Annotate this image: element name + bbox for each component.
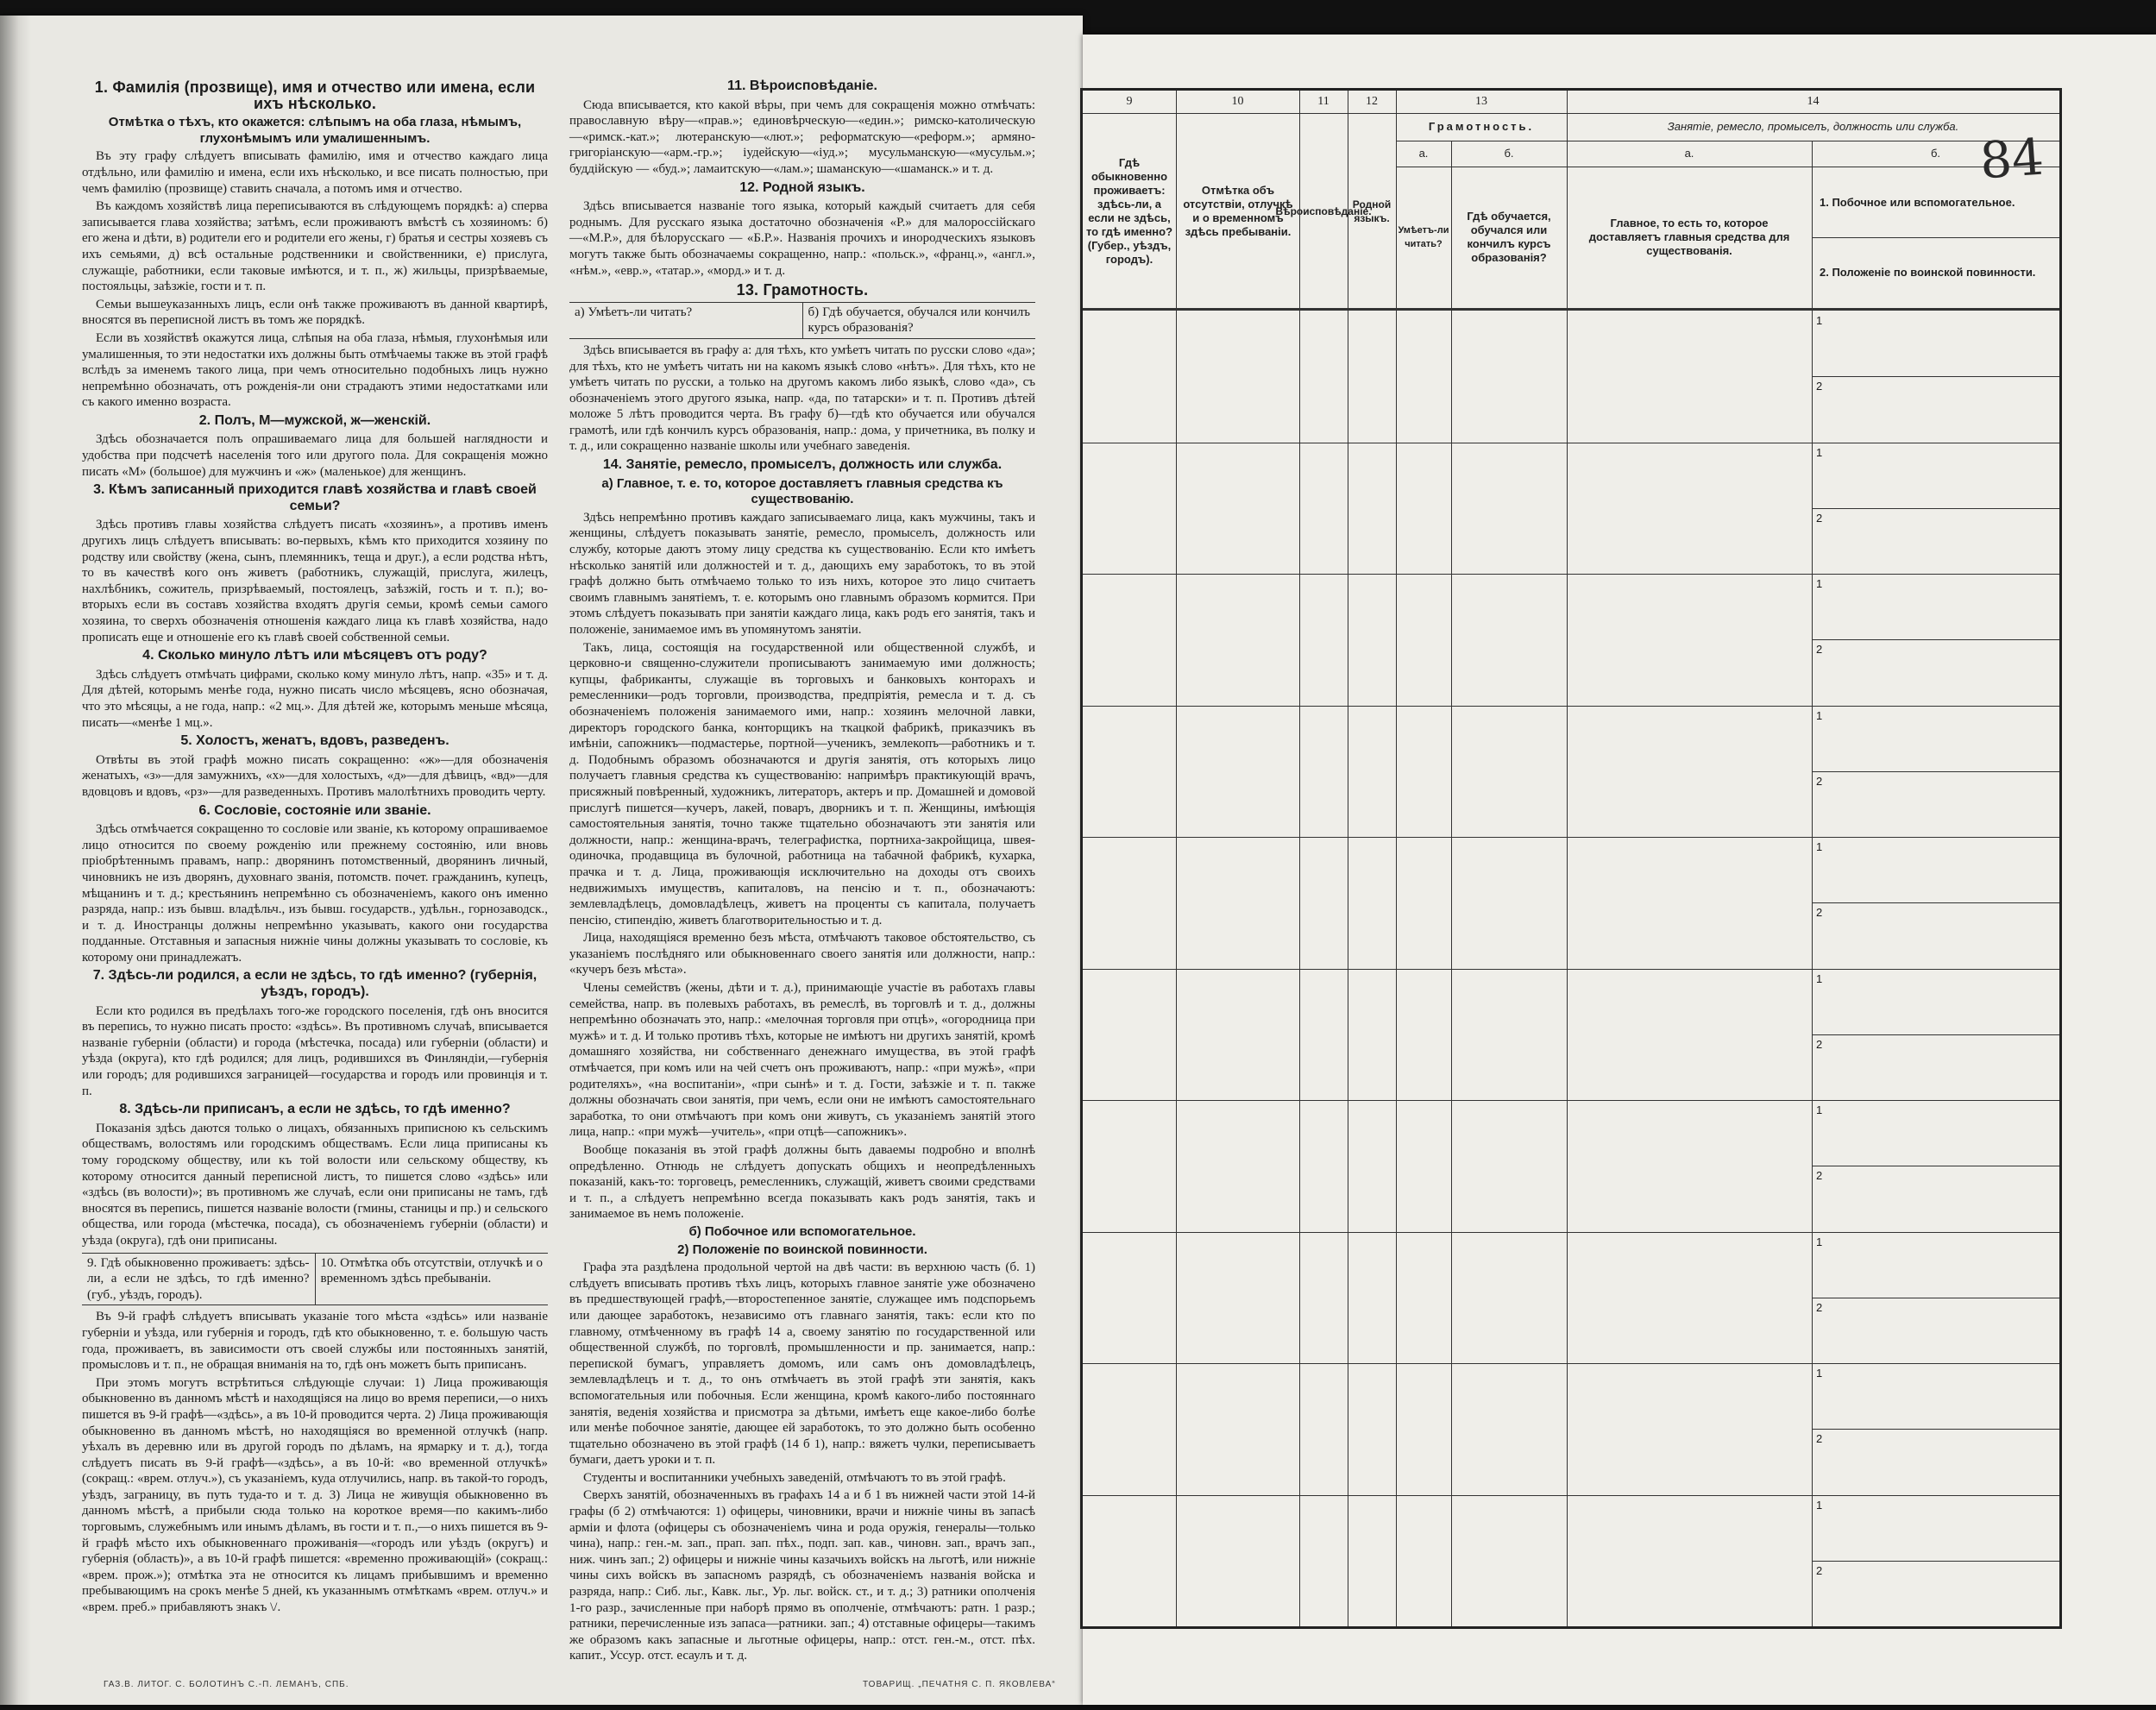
column-number-9: 9: [1126, 95, 1133, 108]
subrow-number: 1: [1816, 314, 1823, 327]
subrow-rule: [1812, 508, 2059, 509]
column-rule: [1567, 91, 1568, 1626]
instructions-column-right: [569, 76, 1035, 1666]
subrow-number: 1: [1816, 708, 1823, 722]
column-rule: [1396, 91, 1397, 1626]
subrow-number: 1: [1816, 1103, 1823, 1116]
subrow-number: 1: [1816, 840, 1823, 853]
census-table: [1080, 88, 2062, 1629]
header-occupation: Занятіе, ремесло, промыселъ, должность или служба.: [1667, 120, 1959, 133]
section-14a-subtitle: а) Главное, т. е. то, которое доставляетъ главныя средства къ существованію.: [601, 475, 1003, 507]
section-6-title: 6. Сословіе, состояніе или званіе.: [198, 802, 431, 818]
header-occupation-a: а.: [1684, 147, 1694, 160]
subrow-number: 2: [1816, 643, 1823, 657]
table-row: [1083, 1232, 2059, 1233]
header-usual-residence: Гдѣ обыкновенно проживаетъ: здѣсь-ли, а если не здѣсь, то гдѣ именно? (Губер., уѣздъ, городъ).: [1085, 156, 1173, 266]
header-native-language: Родной языкъ.: [1352, 198, 1392, 224]
column-rule: [1812, 141, 1813, 1626]
header-literacy-b: б.: [1504, 147, 1514, 160]
section-4-title: 4. Сколько минуло лѣтъ или мѣсяцевъ отъ роду?: [142, 648, 487, 663]
section-12-title: 12. Родной языкъ.: [739, 179, 865, 195]
paragraph: Отвѣты въ этой графѣ можно писать сокращенно: «ж»—для обозначенія женатыхъ, «з»—для замужнихъ, «х»—для холостыхъ, «д»—для дѣвицъ, «вд»—для вдовцовъ и вдовъ, «рз»—для разведенныхъ. Противъ малолѣтнихъ проводить черту.: [82, 752, 548, 799]
paragraph: Показанія здѣсь даются только о лицахъ, обязанныхъ приписною къ сельскимъ обществамъ, волостямъ или городскимъ обществамъ. Если лица приписаны къ тому городскому обществу, или къ той волости или сельскому обществу, къ которому относится данный переписной листъ, то пишется слово «здѣсь» или «здѣсь (въ волости)»; въ противномъ же случаѣ, если они приписаны не тамъ, гдѣ вносятся въ перепись, пишется названіе волости (гмины, станицы и пр.) и сельского общества, или города (мѣстечка, посада), съ обозначеніемъ губерніи (области) и уѣзда (округа), гдѣ они приписаны.: [82, 1121, 548, 1248]
header-rule: [1083, 113, 2059, 114]
section-14-title: 14. Занятіе, ремесло, промыселъ, должность или служба.: [602, 457, 1003, 473]
subrow-rule: [1812, 376, 2059, 377]
paragraph: Въ 9-й графѣ слѣдуетъ вписывать указаніе того мѣста «здѣсь» или названіе губерніи и уѣзда, или губернія и городъ, гдѣ кто обыкновенно, т. е. большую часть года, проживаетъ, въ зависимости отъ своей службы или постоянныхъ занятій, промысловъ и т. п., не обращая вниманія на то, гдѣ онъ можетъ быть приписанъ.: [82, 1310, 548, 1373]
subrow-number: 2: [1816, 511, 1823, 525]
section-7-title: 7. Здѣсь-ли родился, а если не здѣсь, то гдѣ именно? (губернія, уѣздъ, городъ).: [92, 968, 537, 1000]
left-page: [0, 16, 1083, 1705]
paragraph: Въ эту графу слѣдуетъ вписывать фамилію, имя и отчество каждаго лица отдѣльно, или фамилію и имена, если ихъ нѣсколько, и все писать полностью, при чемъ фамилію (прозвище) ставить сначала, а потомъ имя и отчество.: [82, 149, 548, 196]
subrow-rule: [1812, 1561, 2059, 1562]
table-row: [1083, 1363, 2059, 1364]
subrow-number: 1: [1816, 1367, 1823, 1380]
table-row: [1083, 1100, 2059, 1101]
section-3-title: 3. Кѣмъ записанный приходится главѣ хозяйства и главѣ своей семьи?: [93, 482, 537, 513]
section-2-title: 2. Полъ, М—мужской, ж—женскій.: [198, 412, 431, 428]
section-10-title: 10. Отмѣтка объ отсутствіи, отлучкѣ и о временномъ здѣсь пребываніи.: [315, 1254, 549, 1305]
table-row: [1083, 574, 2059, 575]
instructions-column-left: [82, 76, 548, 1618]
section-13b: б) Гдѣ обучается, обучался или кончилъ курсъ образованія?: [802, 303, 1036, 338]
header-occupation-b: б.: [1930, 147, 1941, 160]
header-rule: [1812, 237, 2059, 238]
header-literacy: Грамотность.: [1428, 120, 1535, 133]
subrow-rule: [1812, 1034, 2059, 1035]
subrow-number: 2: [1816, 906, 1823, 920]
section-5-title: 5. Холостъ, женатъ, вдовъ, разведенъ.: [180, 733, 449, 749]
column-number-13: 13: [1475, 95, 1487, 108]
section-8-title: 8. Здѣсь-ли приписанъ, а если не здѣсь, то гдѣ именно?: [119, 1102, 511, 1117]
paragraph: Студенты и воспитанники учебныхъ заведеній, отмѣчаютъ то въ этой графѣ.: [583, 1470, 1006, 1485]
column-number-10: 10: [1231, 95, 1244, 108]
header-secondary-occupation: 1. Побочное или вспомогательное.: [1820, 196, 2015, 209]
paragraph: Здѣсь вписывается въ графу а: для тѣхъ, кто умѣетъ читать по русски слово «да»; для тѣхъ, кто не умѣетъ читать ни на какомъ языкѣ слово «нѣтъ». Для тѣхъ, кто не умѣетъ читать по русски, а только на другомъ какомъ либо языкѣ, слово «да», съ обозначеніемъ этого другого языка, напр. «да, по татарски» и т. п. Противъ дѣтей моложе 5 лѣтъ проводится черта. Въ графу б)—гдѣ кто обучается или обучался грамотѣ, или гдѣ кончилъ курсъ образованія, напр.: дома, у причетника, въ полку и т. д., или сокращенно названіе школы или учебнаго заведенія.: [569, 343, 1035, 454]
table-row: [1083, 837, 2059, 838]
section-9-10-header: [82, 1253, 548, 1306]
column-rule: [1299, 91, 1300, 1626]
subrow-rule: [1812, 771, 2059, 772]
header-education: Гдѣ обучается, обучался или кончилъ курсъ образованія?: [1467, 210, 1551, 264]
paragraph: Здѣсь вписывается названіе того языка, который каждый считаетъ для себя роднымъ. Для русскаго языка достаточно обозначенія «Р.» для малороссійскаго—«М.Р.», для бѣлорусскаго — «Б.Р.». Названія прочихъ и инородческихъ языковъ могутъ также быть обозначаемы сокращенно, напр.: «польск.», «франц.», «англ.», «нѣм.», «евр.», «татар.», «морд.» и т. д.: [569, 199, 1035, 278]
paragraph: Въ каждомъ хозяйствѣ лица переписываются въ слѣдующемъ порядкѣ: а) сперва записывается глава хозяйства; затѣмъ, если проживаютъ вмѣстѣ съ хозяиномъ: б) его жена и дѣти, в) родители его и родители его жены, г) братья и сестры хозяевъ съ ихъ семьями, д) всѣ остальные родственники и свойственники, е) прислуга, служащіе, работники, если таковые имѣются, и т. п., ж) жильцы, призрѣваемые, постояльцы, заѣзжіе, гости и т. п.: [82, 199, 548, 294]
paragraph: Сюда вписывается, кто какой вѣры, при чемъ для сокращенія можно отмѣчать: православную вѣру—«прав.»; единовѣрческую—«един.»; римско-католическую—«римск.-кат.»; лютеранскую—«лют.»; реформатскую—«реформ.»; армяно-григоріанскую—«арм.-гр.»; іудейскую—«іуд.»; мусульманскую—«мусульм.»; буддійскую — «буд.»; ламаитскую—«лам.»; шаманскую—«шаманск.» и т. д.: [569, 97, 1035, 176]
column-number-14: 14: [1807, 95, 1820, 108]
header-bottom-rule: [1083, 308, 2059, 311]
section-14c-subtitle: 2) Положеніе по воинской повинности.: [677, 1242, 927, 1257]
subrow-number: 1: [1816, 971, 1823, 985]
header-military-status: 2. Положеніе по воинской повинности.: [1820, 266, 2036, 279]
subrow-number: 2: [1816, 1563, 1823, 1577]
paragraph: Здѣсь обозначается полъ опрашиваемаго лица для большей наглядности и удобства при подсчетѣ населенія того или другого пола. Для сокращенія можно писать «М» (большое) для мужчинъ и «ж» (маленькое) для женщинъ.: [82, 432, 548, 479]
printer-imprint: ГАЗ.В. ЛИТОГ. С. БОЛОТИНЪ С.-П. ЛЕМАНЪ, СПБ.: [104, 1680, 349, 1689]
paragraph: Здѣсь непремѣнно противъ каждаго записываемаго лица, какъ мужчины, такъ и женщины, слѣдуетъ показывать занятіе, ремесло, промыселъ, должность или службу, которые даютъ этому лицу средства къ существованію. Если кто имѣетъ нѣсколько занятій или должностей и т. д., дающихъ ему заработокъ, то въ этой графѣ должно быть отмѣчаемо только то изъ нихъ, которое это лицо считаетъ своимъ главнымъ занятіемъ, т. е. которымъ оно главнымъ образомъ кормится. При этомъ слѣдуетъ показывать при занятіи каждаго лица, какъ родъ его занятія, такъ и положеніе, занимаемое имъ въ упомянутомъ занятіи.: [569, 510, 1035, 637]
paragraph: Сверхъ занятій, обозначенныхъ въ графахъ 14 а и б 1 въ нижней части этой 14-й графы (б 2) отмѣчаются: 1) офицеры, чиновники, врачи и нижніе чины въ запасѣ арміи и флота (офицеры съ обозначеніемъ чина и рода оружія, генералы—только чина), напр.: ген.-м. зап., прап. зап. пѣх., подп. зап. кав., чиновн. зап., врачъ зап., ниж. чинъ зап.; 2) офицеры и нижніе чины казачьихъ войскъ на льготѣ, или нижніе чины сихъ войскъ въ запасномъ разрядѣ, съ обозначеніемъ названія войска и разряда, напр.: Сиб. льг., Кавк. льг., Ур. льг. войск. ст., и т. д.; 3) ратники ополченія 1-го разр., зачисленные при наборѣ прямо въ ополченіе, отмѣчаютъ: ратн. 1 разр.; ратники, перечисленные изъ запаса—ратники. зап.; 4) отставные офицеры—такимъ же образомъ какъ запасные и льготные офицеры, напр.: отст. ген.-м., отст. пѣх. капит., Уссур. отст. есаулъ и т. д.: [569, 1488, 1035, 1663]
paragraph: Такъ, лица, состоящія на государственной или общественной службѣ, и церковно-и священно-служители прописываютъ занимаемую ими должность; купцы, фабриканты, служащіе въ торговыхъ и банковыхъ конторахъ и ремесленники—родъ торговли, производства, предпріятія, ремесла и т. д. съ обозначеніемъ положенія занимаемого ими, напр.: хозяинъ мелочной лавки, директоръ городского банка, конторщикъ на ткацкой фабрикѣ, приказчикъ въ имѣніи, сапожникъ—подмастерье, портной—ученикъ, землекопъ—работникъ и т. д. Подобнымъ образомъ обозначаются и другія занятія, отъ которыхъ лицо получаетъ главныя средства къ существованію: напримѣръ практикующій врачъ, присяжный повѣренный, художникъ, литераторъ, актеръ и пр. Домашней и домовой прислугѣ пишется—кучеръ, лакей, поваръ, дворникъ и т. п. Женщины, имѣющія самостоятельныя занятія, точно также тщательно обозначаютъ эти занятія или должности, напр.: женщина-врачъ, телеграфистка, портниха-закройщица, швея-одиночка, продавщица въ булочной, работница на табачной фабрикѣ, кухарка, прачка и т. д. Лица, проживающія исключительно на доходы отъ своихъ недвижимыхъ имуществъ, капиталовъ, на пенсію и т. п., обозначаютъ: землевладѣлецъ, домовладѣлецъ, живетъ на проценты съ капитала, получаетъ пенсію, стипендію, живетъ благотворительностью и т. д.: [569, 640, 1035, 927]
subrow-rule: [1812, 1429, 2059, 1430]
handwritten-page-number: 84: [1977, 127, 2046, 191]
paragraph: Если въ хозяйствѣ окажутся лица, слѣпыя на оба глаза, нѣмыя, глухонѣмыя или умалишенныя, то эти недостатки ихъ должны быть отмѣчаемы также въ этой графѣ вслѣдъ за именемъ такого лица, при чемъ относительно подобныхъ лицъ нужно непремѣнно обозначать, отъ рожденія-ли они страдаютъ этими недостатками или съ какого именно возраста.: [82, 330, 548, 410]
subrow-number: 2: [1816, 1300, 1823, 1314]
section-13-title: 13. Грамотность.: [736, 281, 869, 299]
subrow-number: 1: [1816, 1235, 1823, 1248]
subrow-rule: [1812, 902, 2059, 903]
section-1-note: Отмѣтка о тѣхъ, кто окажется: слѣпымъ на оба глаза, нѣмымъ, глухонѣмымъ или умалишеннымъ.: [108, 115, 522, 146]
paragraph: Графа эта раздѣлена продольной чертой на двѣ части: въ верхнюю часть (б. 1) слѣдуетъ вписывать противъ тѣхъ лицъ, которыхъ главное занятіе уже обозначено въ предшествующей графѣ,—второстепенное занятіе, служащее имъ подспорьемъ или дающее заработокъ, независимо отъ главнаго занятія, такъ: если кто по главному, отмѣченному въ графѣ 14 а, своему занятію по государственной или общественной службѣ, по торговлѣ, промышленности и пр. занимается, напр.: перепиской бумагъ, управляетъ домомъ, или самъ онъ домовладѣлецъ, землевладѣлецъ и т. д., то онъ отмѣчаетъ въ этой графѣ эти занятія, какъ вспомогательныя или побочныя. Если женщина, кромѣ какого-либо постояннаго занятія, веденія хозяйства и присмотра за дѣтьми, имѣетъ еще какое-либо болѣе или менѣе побочное занятіе, дающее ей заработокъ, то это должно быть особенно тщательно обозначено въ этой графѣ (14 б 1), напр.: вяжетъ чулки, переписываетъ бумаги, даетъ уроки и т. п.: [569, 1260, 1035, 1468]
paragraph: Члены семействъ (жены, дѣти и т. д.), принимающіе участіе въ работахъ главы семейства, напр. въ полевыхъ работахъ, въ ремеслѣ, въ торговлѣ и т. д., должны непремѣнно обозначать это, напр.: «мелочная торговля при отцѣ», «огородница при мужѣ» и т. д. И только противъ тѣхъ, которые не имѣютъ ни другихъ занятій, кромѣ домашняго хозяйства, ни собственнаго денежнаго имущества, въ этой графѣ отмѣчается, при комъ или на чей счетъ онъ проживаютъ, напр.: «при мужѣ», «при родителяхъ», «на воспитаніи», «при сынѣ» и т. д. Гости, заѣзжіе и т. п. также должны обозначать свои занятія, при чемъ, если они не имѣютъ самостоятельнаго заработка, то они отмѣчаютъ при комъ они живутъ, съ указаніемъ занятій этого лица, напр.: «при мужѣ—учитель», «при отцѣ—сапожникъ».: [569, 981, 1035, 1140]
page-edge: [0, 16, 31, 1705]
section-14b-subtitle: б) Побочное или вспомогательное.: [688, 1223, 916, 1239]
table-row: [1083, 969, 2059, 970]
paragraph: Вообще показанія въ этой графѣ должны быть даваемы подробно и вполнѣ опредѣленно. Отнюдь не слѣдуетъ допускать общихъ и неопредѣленныхъ показаній, какъ-то: торговецъ, ремесленникъ, служащій, живетъ своими средствами и т. п., а слѣдуетъ непремѣнно всегда показывать какъ родъ занятія, такъ и занимаемое въ немъ положеніе.: [569, 1143, 1035, 1222]
section-11-title: 11. Вѣроисповѣданіе.: [727, 79, 877, 93]
subrow-number: 1: [1816, 445, 1823, 459]
column-rule: [1176, 91, 1177, 1626]
subrow-number: 2: [1816, 1169, 1823, 1183]
header-religion: Вѣроисповѣданіе.: [1275, 205, 1372, 217]
section-13a: а) Умѣетъ-ли читать?: [575, 305, 693, 319]
subrow-number: 1: [1816, 577, 1823, 590]
subrow-rule: [1812, 639, 2059, 640]
section-13-subheader: [569, 302, 1035, 339]
paragraph: Здѣсь отмѣчается сокращенно то сословіе или званіе, къ которому опрашиваемое лицо относится по своему рожденію или прежнему состоянію, или вновь пріобрѣтеннымъ правамъ, напр.: дворянинъ потомственный, дворянинъ личный, чиновникъ не изъ дворянъ, духовнаго званія, потомств. почет. гражданинъ, купецъ, мѣщанинъ и т. д.; крестьянинъ непремѣнно съ обозначеніемъ, какого онъ именно разряда, напр.: изъ бывш. владѣльч., изъ бывш. государств., удѣльн., горнозаводск., и т. д. Иностранцы должны непремѣнно указывать, какого они государства подданные. Отставныя и запасныя нижніе чины должны указывать то сословіе, къ которому они принадлежатъ.: [82, 822, 548, 965]
paragraph: Семьи вышеуказанныхъ лицъ, если онѣ также проживаютъ въ данной квартирѣ, вносятся въ переписной листъ въ томъ же порядкѣ.: [82, 297, 548, 328]
column-rule: [1451, 141, 1452, 1626]
table-row: [1083, 1495, 2059, 1496]
paragraph: Лица, находящіяся временно безъ мѣста, отмѣчаютъ таковое обстоятельство, съ указаніемъ послѣдняго или обыкновеннаго своего занятія или должности, напр.: «кучеръ безъ мѣста».: [569, 931, 1035, 978]
subrow-number: 2: [1816, 1037, 1823, 1051]
header-can-read: Умѣетъ-ли читать?: [1398, 225, 1449, 249]
paragraph: Здѣсь противъ главы хозяйства слѣдуетъ писать «хозяинъ», а противъ именъ другихъ лицъ слѣдуетъ вписывать: во-первыхъ, кѣмъ кто приходится хозяину по родству или свойству (жена, сынъ, племянникъ, теща и друг.), а если родства нѣтъ, то въ качествѣ кого онъ живетъ (работникъ, служащій, прислуга, жилецъ, нахлѣбникъ, сожитель, призрѣваемый, постоялецъ, заѣзжій, гость и т. п.); во-вторыхъ если въ составъ хозяйства входятъ другія семьи, кромѣ семьи самого хозяина, то сверхъ обозначенія отношенія каждаго лица къ главѣ хозяйства, надо прописать еще и отношеніе его къ главѣ своей собственной семьи.: [82, 518, 548, 644]
subrow-number: 2: [1816, 774, 1823, 788]
table-row: [1083, 706, 2059, 707]
section-1-title: 1. Фамилія (прозвище), имя и отчество или имена, если ихъ нѣсколько.: [94, 79, 536, 112]
paragraph: Если кто родился въ предѣлахъ того-же городского поселенія, гдѣ онъ вносится въ перепись, то нужно писать просто: «здѣсь». Въ противномъ случаѣ, вписывается названіе губерніи (области) и города (мѣстечка, посада) или губерніи (области) и уѣзда (округа), кто гдѣ родился; для лицъ, родившихся въ Финляндіи,—губернія или городъ; для родившихся заграницей—государства и городъ или провинція и т. п.: [82, 1003, 548, 1098]
subrow-number: 2: [1816, 1432, 1823, 1446]
subrow-number: 2: [1816, 380, 1823, 393]
paragraph: Здѣсь слѣдуетъ отмѣчать цифрами, сколько кому минуло лѣтъ, напр. «35» и т. д. Для дѣтей, которымъ менѣе года, нужно писать число мѣсяцевъ, ясно обозначая, что это мѣсяцы, а не года, напр.: «2 мц.». Для дѣтей же, которымъ меньше мѣсяца, писать—«менѣе 1 мц.».: [82, 667, 548, 730]
column-number-12: 12: [1366, 95, 1378, 108]
header-absence-note: Отмѣтка объ отсутствіи, отлучкѣ и о временномъ здѣсь пребываніи.: [1183, 184, 1293, 238]
paragraph: При этомъ могутъ встрѣтиться слѣдующіе случаи: 1) Лица проживающія обыкновенно въ данномъ мѣстѣ и находящіяся на лицо во время переписи,—о нихъ пишется въ 9-й графѣ—«здѣсь», а въ 10-й проводится черта. 2) Лица проживающія обыкновенно въ данномъ мѣстѣ, но находящіяся во временной отлучкѣ (напр. уѣхалъ въ деревню или въ другой городъ по дѣламъ, на ярмарку и т. д.), тогда слѣдуетъ писать въ 9-й графѣ—«здѣсь», а въ 10-й: «во временной отлучкѣ» (сокращ.: «врем. отлуч.»), съ указаніемъ, куда отлучились, напр. въ такой-то городъ, уѣздъ, заграницу, въ путь туда-то и т. д. 3) Лица не живущія обыкновенно въ данномъ мѣстѣ, а прибыли сюда только на короткое время—по какимъ-либо торговымъ, служебнымъ или инымъ дѣламъ, въ гости и т. п.,—о нихъ пишется въ 9-й графѣ мѣсто ихъ обыкновеннаго проживанія—«городъ или уѣздъ (округъ) и губернія (область)», а въ 10-й графѣ пишется: «временно проживающій» (сокращ.: «врем. прож.»); отмѣтка эта не относится къ лицамъ прибывшимъ и временно пребывающимъ на срокъ менѣе 5 дней, къ указаннымъ отмѣткамъ «врем. отлуч.» и «врем. преб.» прибавляютъ знакъ \/.: [82, 1375, 548, 1615]
printer-imprint: ТОВАРИЩ. „ПЕЧАТНЯ С. П. ЯКОВЛЕВА“: [863, 1680, 1056, 1689]
header-literacy-a: а.: [1418, 147, 1429, 160]
column-number-11: 11: [1317, 95, 1329, 108]
header-main-occupation: Главное, то есть то, которое доставляетъ главныя средства для существованія.: [1588, 217, 1790, 257]
section-9-title: 9. Гдѣ обыкновенно проживаетъ: здѣсь-ли, а если не здѣсь, то гдѣ именно? (губ., уѣздъ, городъ).: [87, 1255, 310, 1302]
subrow-number: 1: [1816, 1498, 1823, 1512]
